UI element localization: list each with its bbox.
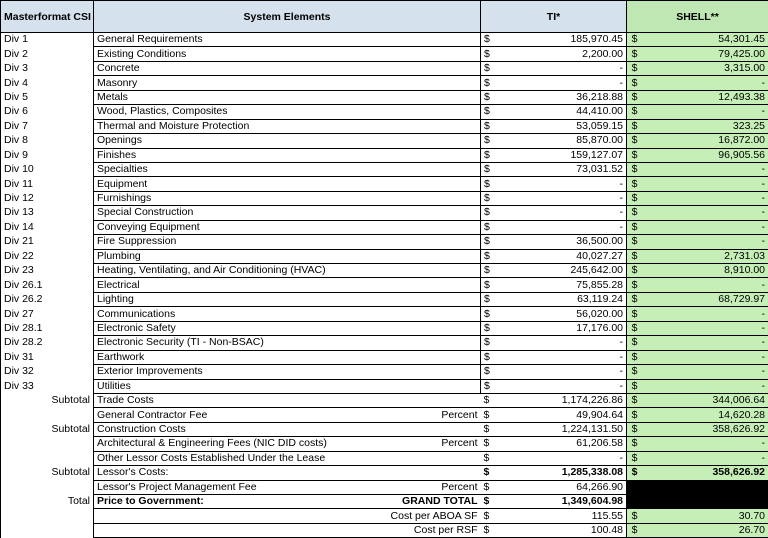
div-cell: Div 8 xyxy=(1,134,94,148)
shell-value-cell: 3,315.00 xyxy=(641,61,768,75)
element-cell: Heating, Ventilating, and Air Conditioning (HVAC) xyxy=(94,264,481,278)
row-label-cell: General Contractor Fee xyxy=(94,408,345,422)
currency-cell: $ xyxy=(481,292,501,306)
element-cell: Wood, Plastics, Composites xyxy=(94,105,481,119)
currency-cell: $ xyxy=(481,220,501,234)
table-row xyxy=(1,235,768,249)
ti-value-cell: - xyxy=(501,379,627,393)
element-cell: Electrical xyxy=(94,278,481,292)
table-row xyxy=(1,206,768,220)
table-row xyxy=(1,148,768,162)
ti-value-cell: 17,176.00 xyxy=(501,321,627,335)
cost-table-body xyxy=(1,1,768,538)
lessor-costs-row xyxy=(1,466,768,480)
shell-value-cell: - xyxy=(641,235,768,249)
element-cell: Fire Suppression xyxy=(94,235,481,249)
row-qualifier-cell xyxy=(345,393,481,407)
ti-value-cell: 185,970.45 xyxy=(501,33,627,47)
currency-cell: $ xyxy=(627,249,641,263)
ti-value-cell: - xyxy=(501,220,627,234)
shell-value-cell: 12,493.38 xyxy=(641,90,768,104)
currency-cell: $ xyxy=(481,408,501,422)
ti-value-cell: - xyxy=(501,350,627,364)
row-label-cell xyxy=(94,523,345,537)
header-row xyxy=(1,1,768,33)
shell-value-cell: - xyxy=(641,278,768,292)
currency-cell: $ xyxy=(627,264,641,278)
row-type-cell xyxy=(1,451,94,465)
trade-costs-row xyxy=(1,393,768,407)
element-cell: Plumbing xyxy=(94,249,481,263)
table-row xyxy=(1,119,768,133)
row-qualifier-cell xyxy=(345,422,481,436)
currency-cell: $ xyxy=(481,177,501,191)
ti-value-cell: 75,855.28 xyxy=(501,278,627,292)
element-cell: Special Construction xyxy=(94,206,481,220)
ti-value-cell: - xyxy=(501,336,627,350)
shell-value-cell: - xyxy=(641,220,768,234)
table-row xyxy=(1,336,768,350)
shell-value-cell: - xyxy=(641,379,768,393)
table-row xyxy=(1,105,768,119)
currency-cell: $ xyxy=(481,365,501,379)
shell-value-cell: 344,006.64 xyxy=(641,393,768,407)
currency-cell: $ xyxy=(481,249,501,263)
currency-cell: $ xyxy=(481,480,501,494)
row-type-cell: Subtotal xyxy=(1,466,94,480)
currency-cell: $ xyxy=(481,61,501,75)
header-shell: SHELL** xyxy=(627,1,768,33)
currency-cell: $ xyxy=(627,278,641,292)
ti-value-cell: 36,500.00 xyxy=(501,235,627,249)
row-label-cell: Architectural & Engineering Fees (NIC DID costs) xyxy=(94,437,345,451)
table-row xyxy=(1,307,768,321)
currency-cell: $ xyxy=(627,365,641,379)
currency-cell: $ xyxy=(481,134,501,148)
shell-value-cell: - xyxy=(641,365,768,379)
table-row xyxy=(1,191,768,205)
row-qualifier-cell xyxy=(345,451,481,465)
row-label-cell: Lessor's Project Management Fee xyxy=(94,480,345,494)
currency-cell: $ xyxy=(627,523,641,537)
currency-cell: $ xyxy=(627,393,641,407)
ti-value-cell: - xyxy=(501,191,627,205)
div-cell: Div 10 xyxy=(1,162,94,176)
currency-cell: $ xyxy=(481,509,501,523)
row-label-cell xyxy=(94,509,345,523)
row-qualifier-cell: Percent xyxy=(345,437,481,451)
ti-value-cell: 44,410.00 xyxy=(501,105,627,119)
currency-cell: $ xyxy=(627,408,641,422)
element-cell: Electronic Security (TI - Non-BSAC) xyxy=(94,336,481,350)
shell-value-cell: 30.70 xyxy=(641,509,768,523)
div-cell: Div 9 xyxy=(1,148,94,162)
currency-cell: $ xyxy=(627,206,641,220)
cost-aboa-row xyxy=(1,509,768,523)
ti-value-cell: 63,119.24 xyxy=(501,292,627,306)
div-cell: Div 14 xyxy=(1,220,94,234)
ti-value-cell: 64,266.90 xyxy=(501,480,627,494)
currency-cell: $ xyxy=(627,76,641,90)
shell-value-cell: - xyxy=(641,307,768,321)
div-cell: Div 3 xyxy=(1,61,94,75)
construction-costs-row xyxy=(1,422,768,436)
currency-cell: $ xyxy=(481,321,501,335)
div-cell: Div 21 xyxy=(1,235,94,249)
header-system-elements: System Elements xyxy=(94,1,481,33)
currency-cell: $ xyxy=(481,206,501,220)
shell-value-cell: 358,626.92 xyxy=(641,466,768,480)
row-type-cell xyxy=(1,509,94,523)
shell-value-cell: - xyxy=(641,437,768,451)
currency-cell: $ xyxy=(481,495,501,509)
currency-cell: $ xyxy=(481,466,501,480)
currency-cell: $ xyxy=(481,235,501,249)
table-row xyxy=(1,249,768,263)
row-type-cell xyxy=(1,523,94,537)
currency-cell: $ xyxy=(627,162,641,176)
ti-value-cell: 49,904.64 xyxy=(501,408,627,422)
element-cell: Conveying Equipment xyxy=(94,220,481,234)
ti-value-cell: 85,870.00 xyxy=(501,134,627,148)
currency-cell: $ xyxy=(627,119,641,133)
row-type-cell: Subtotal xyxy=(1,393,94,407)
row-qualifier-cell: Cost per RSF xyxy=(345,523,481,537)
div-cell: Div 6 xyxy=(1,105,94,119)
row-qualifier-cell: Cost per ABOA SF xyxy=(345,509,481,523)
div-cell: Div 2 xyxy=(1,47,94,61)
div-cell: Div 1 xyxy=(1,33,94,47)
currency-cell: $ xyxy=(481,90,501,104)
ti-value-cell: 1,174,226.86 xyxy=(501,393,627,407)
ti-value-cell: 115.55 xyxy=(501,509,627,523)
ti-value-cell: 2,200.00 xyxy=(501,47,627,61)
currency-cell: $ xyxy=(481,278,501,292)
currency-cell: $ xyxy=(627,33,641,47)
currency-cell: $ xyxy=(627,466,641,480)
table-row xyxy=(1,278,768,292)
shell-value-cell: - xyxy=(641,206,768,220)
currency-cell: $ xyxy=(481,437,501,451)
currency-cell: $ xyxy=(481,76,501,90)
div-cell: Div 28.2 xyxy=(1,336,94,350)
currency-cell: $ xyxy=(627,61,641,75)
other-lessor-row xyxy=(1,451,768,465)
element-cell: Specialties xyxy=(94,162,481,176)
element-cell: Thermal and Moisture Protection xyxy=(94,119,481,133)
ti-value-cell: - xyxy=(501,76,627,90)
ti-value-cell: 56,020.00 xyxy=(501,307,627,321)
currency-cell: $ xyxy=(481,264,501,278)
shell-value-cell: - xyxy=(641,105,768,119)
row-qualifier-cell: GRAND TOTAL xyxy=(345,495,481,509)
ti-value-cell: - xyxy=(501,61,627,75)
row-qualifier-cell: Percent xyxy=(345,480,481,494)
div-cell: Div 33 xyxy=(1,379,94,393)
element-cell: Electronic Safety xyxy=(94,321,481,335)
ti-value-cell: 61,206.58 xyxy=(501,437,627,451)
table-row xyxy=(1,321,768,335)
gc-fee-row xyxy=(1,408,768,422)
table-row xyxy=(1,220,768,234)
ti-value-cell: 1,224,131.50 xyxy=(501,422,627,436)
row-label-cell: Price to Government: xyxy=(94,495,345,509)
element-cell: Openings xyxy=(94,134,481,148)
currency-cell: $ xyxy=(481,451,501,465)
div-cell: Div 11 xyxy=(1,177,94,191)
currency-cell: $ xyxy=(627,336,641,350)
div-cell: Div 28.1 xyxy=(1,321,94,335)
currency-cell: $ xyxy=(627,451,641,465)
shell-value-cell: 2,731.03 xyxy=(641,249,768,263)
currency-cell: $ xyxy=(627,350,641,364)
currency-cell: $ xyxy=(627,379,641,393)
row-type-cell: Subtotal xyxy=(1,422,94,436)
ti-value-cell: - xyxy=(501,451,627,465)
currency-cell: $ xyxy=(481,47,501,61)
element-cell: Communications xyxy=(94,307,481,321)
table-row xyxy=(1,177,768,191)
cost-rsf-row xyxy=(1,523,768,537)
currency-cell: $ xyxy=(627,292,641,306)
div-cell: Div 23 xyxy=(1,264,94,278)
row-qualifier-cell: Percent xyxy=(345,408,481,422)
element-cell: Concrete xyxy=(94,61,481,75)
currency-cell: $ xyxy=(481,191,501,205)
shell-value-cell: - xyxy=(641,451,768,465)
currency-cell: $ xyxy=(627,191,641,205)
shell-value-cell: 26.70 xyxy=(641,523,768,537)
row-type-cell xyxy=(1,480,94,494)
ti-value-cell: 1,349,604.98 xyxy=(501,495,627,509)
shell-value-cell: 8,910.00 xyxy=(641,264,768,278)
lessor-pm-fee-row xyxy=(1,480,768,494)
shell-value-cell: - xyxy=(641,336,768,350)
row-label-cell: Lessor's Costs: xyxy=(94,466,345,480)
table-row xyxy=(1,90,768,104)
shell-value-cell: 358,626.92 xyxy=(641,422,768,436)
currency-cell: $ xyxy=(627,422,641,436)
currency-cell: $ xyxy=(627,321,641,335)
div-cell: Div 27 xyxy=(1,307,94,321)
ae-fees-row xyxy=(1,437,768,451)
row-label-cell: Construction Costs xyxy=(94,422,345,436)
element-cell: Existing Conditions xyxy=(94,47,481,61)
shell-value-cell: 14,620.28 xyxy=(641,408,768,422)
table-row xyxy=(1,292,768,306)
element-cell: Furnishings xyxy=(94,191,481,205)
shell-value-cell: 68,729.97 xyxy=(641,292,768,306)
div-cell: Div 13 xyxy=(1,206,94,220)
currency-cell: $ xyxy=(481,33,501,47)
currency-cell: $ xyxy=(627,235,641,249)
currency-cell: $ xyxy=(627,47,641,61)
currency-cell: $ xyxy=(627,90,641,104)
table-row xyxy=(1,264,768,278)
currency-cell: $ xyxy=(627,509,641,523)
shell-value-cell: - xyxy=(641,321,768,335)
div-cell: Div 26.2 xyxy=(1,292,94,306)
currency-cell: $ xyxy=(481,119,501,133)
currency-cell: $ xyxy=(481,162,501,176)
blacked-out-cell xyxy=(627,480,768,494)
table-row xyxy=(1,379,768,393)
div-cell: Div 4 xyxy=(1,76,94,90)
currency-cell: $ xyxy=(481,307,501,321)
table-row xyxy=(1,134,768,148)
table-row xyxy=(1,33,768,47)
div-cell: Div 7 xyxy=(1,119,94,133)
element-cell: Masonry xyxy=(94,76,481,90)
shell-value-cell: 79,425.00 xyxy=(641,47,768,61)
element-cell: Utilities xyxy=(94,379,481,393)
element-cell: Earthwork xyxy=(94,350,481,364)
currency-cell: $ xyxy=(481,422,501,436)
currency-cell: $ xyxy=(481,336,501,350)
row-label-cell: Trade Costs xyxy=(94,393,345,407)
table-row xyxy=(1,365,768,379)
table-row xyxy=(1,76,768,90)
currency-cell: $ xyxy=(481,350,501,364)
currency-cell: $ xyxy=(481,523,501,537)
shell-value-cell: - xyxy=(641,162,768,176)
ti-value-cell: 53,059.15 xyxy=(501,119,627,133)
shell-value-cell: 54,301.45 xyxy=(641,33,768,47)
row-type-cell xyxy=(1,408,94,422)
ti-value-cell: 36,218.88 xyxy=(501,90,627,104)
currency-cell: $ xyxy=(627,437,641,451)
ti-value-cell: 73,031.52 xyxy=(501,162,627,176)
table-row xyxy=(1,162,768,176)
currency-cell: $ xyxy=(627,148,641,162)
element-cell: Exterior Improvements xyxy=(94,365,481,379)
shell-value-cell: - xyxy=(641,177,768,191)
element-cell: Metals xyxy=(94,90,481,104)
div-cell: Div 31 xyxy=(1,350,94,364)
currency-cell: $ xyxy=(627,105,641,119)
currency-cell: $ xyxy=(481,105,501,119)
element-cell: Lighting xyxy=(94,292,481,306)
row-type-cell xyxy=(1,437,94,451)
header-masterformat: Masterformat CSI xyxy=(1,1,94,33)
ti-value-cell: 100.48 xyxy=(501,523,627,537)
shell-value-cell: - xyxy=(641,191,768,205)
shell-value-cell: 96,905.56 xyxy=(641,148,768,162)
element-cell: Equipment xyxy=(94,177,481,191)
currency-cell: $ xyxy=(481,393,501,407)
ti-value-cell: 40,027.27 xyxy=(501,249,627,263)
currency-cell: $ xyxy=(481,379,501,393)
table-row xyxy=(1,47,768,61)
ti-value-cell: 1,285,338.08 xyxy=(501,466,627,480)
div-cell: Div 5 xyxy=(1,90,94,104)
shell-value-cell: 323.25 xyxy=(641,119,768,133)
ti-value-cell: 245,642.00 xyxy=(501,264,627,278)
currency-cell: $ xyxy=(627,220,641,234)
div-cell: Div 22 xyxy=(1,249,94,263)
shell-value-cell: - xyxy=(641,350,768,364)
ti-value-cell: - xyxy=(501,177,627,191)
shell-value-cell: - xyxy=(641,76,768,90)
shell-value-cell: 16,872.00 xyxy=(641,134,768,148)
currency-cell: $ xyxy=(627,177,641,191)
ti-value-cell: - xyxy=(501,206,627,220)
table-row xyxy=(1,61,768,75)
row-qualifier-cell xyxy=(345,466,481,480)
element-cell: General Requirements xyxy=(94,33,481,47)
row-label-cell: Other Lessor Costs Established Under the Lease xyxy=(94,451,345,465)
div-cell: Div 12 xyxy=(1,191,94,205)
div-cell: Div 32 xyxy=(1,365,94,379)
currency-cell: $ xyxy=(627,134,641,148)
header-ti: TI* xyxy=(481,1,627,33)
row-type-cell: Total xyxy=(1,495,94,509)
currency-cell: $ xyxy=(481,148,501,162)
table-row xyxy=(1,350,768,364)
div-cell: Div 26.1 xyxy=(1,278,94,292)
ti-value-cell: - xyxy=(501,365,627,379)
element-cell: Finishes xyxy=(94,148,481,162)
currency-cell: $ xyxy=(627,307,641,321)
ti-value-cell: 159,127.07 xyxy=(501,148,627,162)
